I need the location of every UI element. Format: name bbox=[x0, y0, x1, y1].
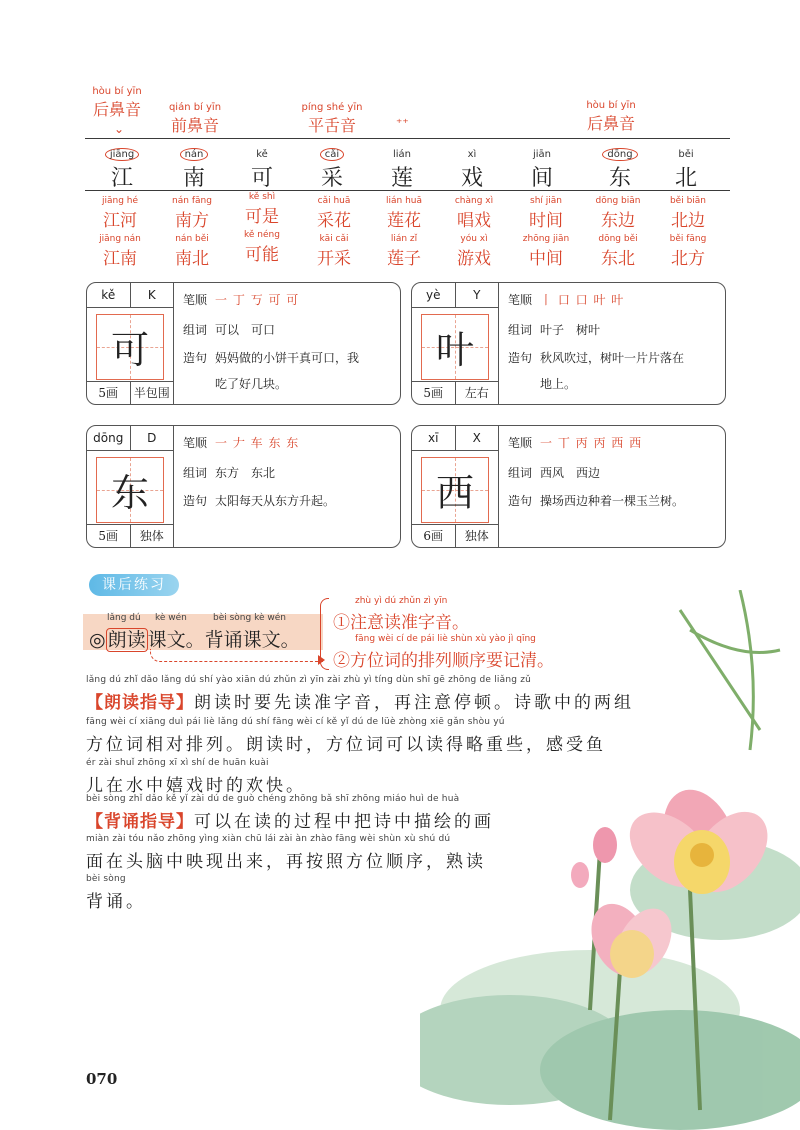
card-structure: 独体 bbox=[130, 525, 174, 547]
character-cell bbox=[372, 142, 432, 192]
character-card-dong bbox=[86, 425, 401, 548]
tian-grid bbox=[421, 457, 489, 523]
word-pinyin: lián huā bbox=[385, 196, 422, 206]
recite-guide-tag: 【背诵指导】 bbox=[86, 812, 194, 832]
card-stroke-row bbox=[183, 432, 388, 454]
annotation-pinyin: píng shé yīn bbox=[301, 102, 363, 113]
card-words-row bbox=[183, 319, 388, 341]
word bbox=[230, 230, 294, 265]
card-strokes-count: 5画 bbox=[98, 529, 119, 543]
character-pinyin: jiān bbox=[532, 149, 552, 160]
annotation-pinyin: hòu bí yīn bbox=[92, 86, 142, 97]
stroke-label: 笔顺 bbox=[508, 293, 533, 307]
card-character: 东 bbox=[110, 471, 149, 515]
card-letter: X bbox=[455, 426, 499, 450]
reading-guide-tag: 【朗读指导】 bbox=[86, 693, 194, 713]
sentence-label: 造句 bbox=[183, 494, 208, 508]
word-text: 可是 bbox=[245, 207, 279, 227]
character-cell bbox=[512, 142, 572, 192]
word-text: 唱戏 bbox=[457, 211, 491, 231]
word-pinyin: kāi cǎi bbox=[319, 234, 349, 244]
annotation-text: 前鼻音 bbox=[170, 116, 219, 135]
paragraph-line bbox=[86, 874, 566, 912]
task-bullet: ◎ bbox=[89, 629, 106, 651]
character-pinyin: xì bbox=[467, 149, 477, 160]
annotation-text: 后鼻音 bbox=[586, 114, 635, 133]
character: 北 bbox=[674, 166, 697, 191]
card-stroke-row bbox=[508, 432, 713, 454]
word-text: 东边 bbox=[601, 211, 635, 231]
word-pinyin: kě shì bbox=[248, 192, 276, 202]
card-sentence-row-2 bbox=[215, 373, 420, 395]
character-card-xi bbox=[411, 425, 726, 548]
paragraph-text: 面在头脑中映现出来，再按照方位顺序，熟读 bbox=[86, 852, 486, 872]
words-label: 组词 bbox=[183, 466, 208, 480]
exercise-task bbox=[83, 614, 323, 650]
character-pinyin: lián bbox=[392, 149, 412, 160]
word-text: 可能 bbox=[245, 245, 279, 265]
word-text: 南北 bbox=[175, 249, 209, 269]
card-pinyin: kě bbox=[101, 288, 116, 302]
word-pinyin: zhōng jiān bbox=[522, 234, 570, 244]
paragraph-text: 背诵。 bbox=[86, 892, 146, 912]
word bbox=[160, 196, 224, 231]
stroke-label: 笔顺 bbox=[183, 293, 208, 307]
word-text: 时间 bbox=[529, 211, 563, 231]
word-text: 东北 bbox=[601, 249, 635, 269]
word-pinyin: jiāng nán bbox=[99, 234, 141, 244]
word bbox=[442, 196, 506, 231]
card-letter: D bbox=[130, 426, 174, 450]
paragraph-text: 儿在水中嬉戏时的欢快。 bbox=[86, 776, 306, 796]
card-sentence-1: 操场西边种着一棵玉兰树。 bbox=[540, 494, 685, 508]
task-pinyin-2: kè wén bbox=[155, 613, 187, 623]
task-word-langdu: 朗读 bbox=[107, 629, 146, 651]
word-text: 南方 bbox=[175, 211, 209, 231]
paragraph-line bbox=[86, 717, 606, 755]
card-stroke-row bbox=[508, 289, 713, 311]
card-strokes-count: 5画 bbox=[98, 386, 119, 400]
tian-grid bbox=[96, 314, 164, 380]
paragraph-pinyin: bèi sòng zhǐ dǎo kě yǐ zài dú de guò chéng zhōng bǎ shī zhōng miáo huì de huà bbox=[86, 794, 460, 804]
card-structure: 左右 bbox=[455, 382, 499, 404]
character: 江 bbox=[110, 166, 133, 191]
word-pinyin: nán běi bbox=[175, 234, 209, 244]
card-letter: Y bbox=[455, 283, 499, 307]
card-sentence-2: 地上。 bbox=[540, 377, 577, 391]
character-pinyin: kě bbox=[256, 149, 268, 160]
character-card-ye bbox=[411, 282, 726, 405]
paragraph-pinyin: fāng wèi cí xiāng duì pái liè lǎng dú shí fāng wèi cí kě yǐ dú de lüè zhòng xiē gǎn shòu yú bbox=[86, 717, 505, 727]
word-text: 北边 bbox=[671, 211, 705, 231]
word-pinyin: jiāng hé bbox=[101, 196, 139, 206]
lotus-buds bbox=[571, 827, 617, 888]
point-text: ②方位词的排列顺序要记清。 bbox=[333, 651, 554, 671]
card-character: 西 bbox=[435, 471, 474, 515]
card-structure: 半包围 bbox=[130, 382, 174, 404]
card-letter: K bbox=[130, 283, 174, 307]
character-cell bbox=[92, 142, 152, 192]
word-text: 开采 bbox=[317, 249, 351, 269]
task-pinyin-3: bèi sòng kè wén bbox=[213, 613, 286, 623]
annotation-back-nasal-2 bbox=[578, 100, 644, 134]
paragraph-pinyin: ér zài shuǐ zhōng xī xì shí de huān kuài bbox=[86, 758, 269, 768]
card-stroke-order: 一 丅 丙 丙 西 西 bbox=[540, 436, 643, 450]
card-sentence-2: 吃了好几块。 bbox=[215, 377, 288, 391]
word-text: 游戏 bbox=[457, 249, 491, 269]
annotation-front-nasal bbox=[162, 102, 228, 136]
sentence-label: 造句 bbox=[183, 351, 208, 365]
card-strokes-count: 5画 bbox=[423, 386, 444, 400]
card-header bbox=[412, 426, 498, 451]
stroke-label: 笔顺 bbox=[508, 436, 533, 450]
word-pinyin: dōng biān bbox=[595, 196, 641, 206]
grass-blades bbox=[680, 590, 780, 750]
card-strokes-count: 6画 bbox=[423, 529, 444, 543]
word bbox=[442, 234, 506, 269]
annotation-flat-tongue bbox=[298, 102, 366, 136]
paragraph-pinyin: bèi sòng bbox=[86, 874, 126, 884]
word bbox=[586, 234, 650, 269]
sentence-label: 造句 bbox=[508, 494, 533, 508]
card-stroke-row bbox=[183, 289, 388, 311]
card-words: 叶子 树叶 bbox=[540, 323, 601, 337]
character: 莲 bbox=[390, 166, 413, 191]
point-pinyin: fāng wèi cí de pái liè shùn xù yào jì qīng bbox=[355, 634, 536, 644]
words-label: 组词 bbox=[183, 323, 208, 337]
card-sentence-row bbox=[508, 490, 713, 512]
character-cell bbox=[232, 142, 292, 192]
exercise-point-2 bbox=[333, 634, 554, 671]
character-pinyin: dōng bbox=[602, 148, 637, 161]
word-text: 江河 bbox=[103, 211, 137, 231]
paragraph-text: 方位词相对排列。朗读时，方位词可以读得略重些，感受鱼 bbox=[86, 735, 606, 755]
connector-arrow-icon bbox=[318, 655, 325, 665]
character-cell bbox=[656, 142, 716, 192]
word bbox=[302, 196, 366, 231]
word bbox=[372, 196, 436, 231]
card-character: 可 bbox=[110, 328, 149, 372]
word bbox=[586, 196, 650, 231]
card-header bbox=[412, 283, 498, 308]
card-pinyin: dōng bbox=[93, 431, 124, 445]
word-pinyin: běi biān bbox=[669, 196, 707, 206]
card-stroke-order: 一 丁 丂 可 可 bbox=[215, 293, 300, 307]
word bbox=[656, 196, 720, 231]
word bbox=[514, 196, 578, 231]
word-text: 江南 bbox=[103, 249, 137, 269]
annotation-back-nasal-1 bbox=[86, 86, 148, 120]
sentence-label: 造句 bbox=[508, 351, 533, 365]
word bbox=[88, 234, 152, 269]
paragraph-pinyin: lǎng dú zhǐ dǎo lǎng dú shí yào xiān dú zhǔn zì yīn zài zhù yì tíng dùn shī gē zhōng de liǎng zǔ bbox=[86, 675, 532, 685]
word-text: 采花 bbox=[317, 211, 351, 231]
paragraph-line bbox=[86, 834, 566, 872]
word-text: 莲花 bbox=[387, 211, 421, 231]
exercise-point-1 bbox=[333, 596, 469, 633]
card-sentence-1: 妈妈做的小饼干真可口，我 bbox=[215, 351, 360, 365]
word bbox=[230, 192, 294, 227]
card-structure: 独体 bbox=[455, 525, 499, 547]
annotation-text: 后鼻音 bbox=[92, 100, 141, 119]
character-pinyin: běi bbox=[678, 149, 694, 160]
paragraph-text: 可以在读的过程中把诗中描绘的画 bbox=[194, 812, 494, 832]
words-label: 组词 bbox=[508, 323, 533, 337]
word bbox=[656, 234, 720, 269]
word-pinyin: shí jiān bbox=[530, 196, 562, 206]
card-words-row bbox=[508, 319, 713, 341]
character-pinyin: nán bbox=[180, 148, 209, 161]
word-text: 中间 bbox=[529, 249, 563, 269]
point-pinyin: zhù yì dú zhǔn zì yīn bbox=[355, 596, 448, 606]
tian-grid bbox=[96, 457, 164, 523]
character-cell bbox=[590, 142, 650, 192]
task-pinyin-1: lǎng dú bbox=[107, 613, 141, 623]
word bbox=[514, 234, 578, 269]
word-pinyin: kě néng bbox=[244, 230, 280, 240]
paragraph-text: 朗读时要先读准字音，再注意停顿。诗歌中的两组 bbox=[194, 693, 634, 713]
card-character: 叶 bbox=[435, 328, 474, 372]
paragraph-line bbox=[86, 794, 566, 832]
card-header bbox=[87, 283, 173, 308]
card-footer bbox=[87, 524, 173, 547]
table-top-rule bbox=[85, 138, 730, 139]
annotation-pinyin: qián bí yīn bbox=[168, 102, 222, 113]
character-cell bbox=[442, 142, 502, 192]
word bbox=[88, 196, 152, 231]
card-sentence-row-2 bbox=[540, 373, 745, 395]
character: 戏 bbox=[460, 166, 483, 191]
page-number: 070 bbox=[86, 1070, 118, 1088]
annotation-lian-mark: ⁺⁺ bbox=[396, 116, 409, 130]
character: 可 bbox=[250, 166, 273, 191]
card-sentence-row bbox=[183, 490, 388, 512]
word bbox=[302, 234, 366, 269]
character-pinyin: cǎi bbox=[320, 148, 344, 161]
character-cell bbox=[164, 142, 224, 192]
words-label: 组词 bbox=[508, 466, 533, 480]
character: 东 bbox=[608, 166, 631, 191]
word-text: 莲子 bbox=[387, 249, 421, 269]
paragraph-pinyin: miàn zài tóu nǎo zhōng yìng xiàn chū lái zài àn zhào fāng wèi shùn xù shú dú bbox=[86, 834, 451, 844]
word-text: 北方 bbox=[671, 249, 705, 269]
word-pinyin: yóu xì bbox=[460, 234, 488, 244]
tian-grid bbox=[421, 314, 489, 380]
card-pinyin: yè bbox=[426, 288, 441, 302]
character: 间 bbox=[530, 166, 553, 191]
card-footer bbox=[87, 381, 173, 404]
word-pinyin: běi fāng bbox=[669, 234, 707, 244]
word bbox=[372, 234, 436, 269]
paragraph-line bbox=[86, 758, 566, 796]
card-footer bbox=[412, 524, 498, 547]
card-words-row bbox=[183, 462, 388, 484]
card-sentence-1: 太阳每天从东方升起。 bbox=[215, 494, 336, 508]
character-card-ke bbox=[86, 282, 401, 405]
card-words: 可以 可口 bbox=[215, 323, 276, 337]
point-text: ①注意读准字音。 bbox=[333, 613, 469, 633]
card-sentence-1: 秋风吹过，树叶一片片落在 bbox=[540, 351, 685, 365]
annotation-pinyin: hòu bí yīn bbox=[586, 100, 636, 111]
annotation-text: 平舌音 bbox=[307, 116, 356, 135]
stroke-label: 笔顺 bbox=[183, 436, 208, 450]
word bbox=[160, 234, 224, 269]
word-pinyin: dōng běi bbox=[598, 234, 638, 244]
word-pinyin: nán fāng bbox=[172, 196, 212, 206]
character-pinyin: jiāng bbox=[105, 148, 139, 161]
card-words-row bbox=[508, 462, 713, 484]
character: 南 bbox=[182, 166, 205, 191]
card-header bbox=[87, 426, 173, 451]
card-stroke-order: 一 𠂇 车 东 东 bbox=[215, 436, 300, 450]
card-words: 东方 东北 bbox=[215, 466, 276, 480]
card-stroke-order: 丨 口 口 叶 叶 bbox=[540, 293, 625, 307]
card-words: 西风 西边 bbox=[540, 466, 601, 480]
word-pinyin: lián zǐ bbox=[390, 234, 418, 244]
card-sentence-row bbox=[183, 347, 388, 369]
annotation-arrow-mark: ⌄ bbox=[114, 122, 125, 136]
task-rest: 课文。背诵课文。 bbox=[147, 629, 300, 651]
paragraph-line bbox=[86, 675, 634, 713]
exercise-title: 课后练习 bbox=[89, 574, 179, 596]
word-pinyin: chàng xì bbox=[454, 196, 494, 206]
card-pinyin: xī bbox=[428, 431, 439, 445]
card-sentence-row bbox=[508, 347, 713, 369]
word-pinyin: cǎi huā bbox=[317, 196, 351, 206]
character-cell bbox=[302, 142, 362, 192]
character: 采 bbox=[320, 166, 343, 191]
connector-dashed-line bbox=[150, 649, 323, 662]
card-footer bbox=[412, 381, 498, 404]
